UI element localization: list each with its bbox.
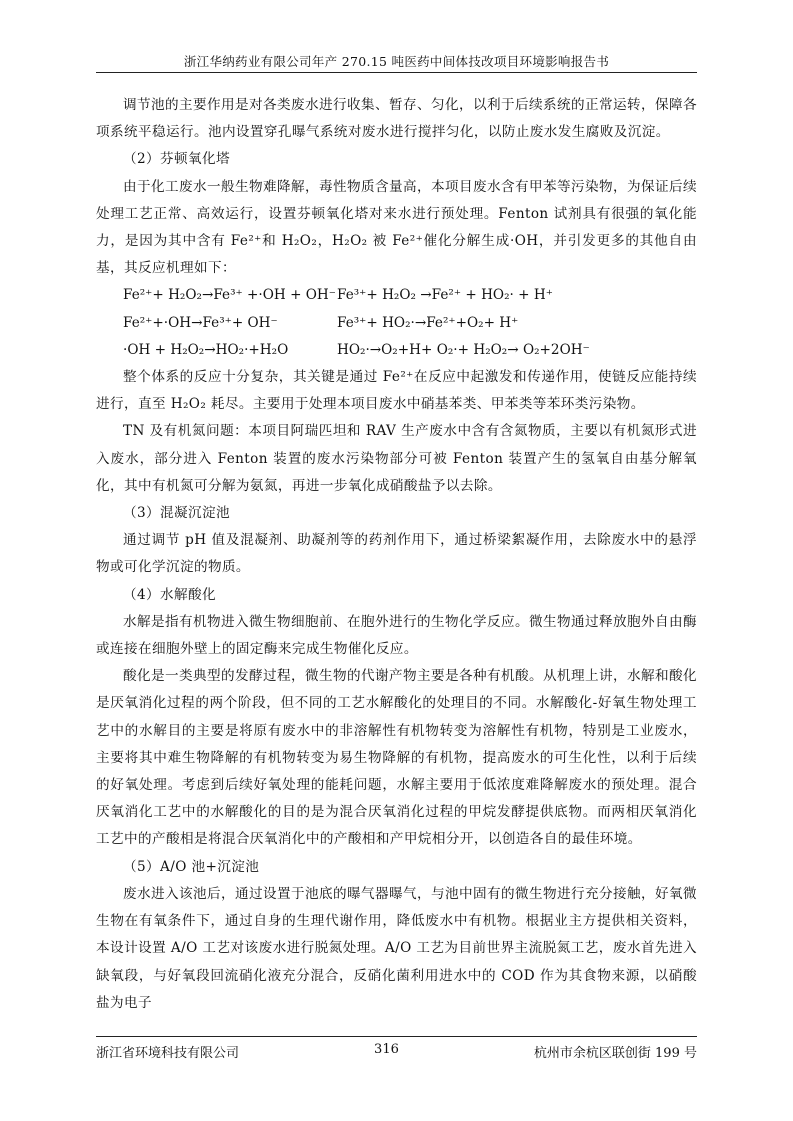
footer-divider [96,1036,697,1037]
paragraph-fenton-mechanism: 整个体系的反应十分复杂，其关键是通过 Fe²⁺在反应中起激发和传递作用，使链反应能持续进行，直至 H₂O₂ 耗尽。主要用于处理本项目废水中硝基苯类、甲苯类等苯环类污染物。 [96,369,697,413]
equation: ·OH + H₂O₂→HO₂·+H₂O [123,341,289,358]
page-footer [96,1042,697,1061]
equation: Fe³⁺+ HO₂·→Fe²⁺+O₂+ H⁺ [337,314,519,331]
section-heading-fenton: （2）芬顿氧化塔 [123,151,231,168]
equation-row [96,282,697,309]
equation: Fe³⁺+ H₂O₂ →Fe²⁺ + HO₂· + H⁺ [337,287,553,304]
equation: Fe²⁺+·OH→Fe³⁺+ OH⁻ [123,314,278,331]
footer-address: 杭州市余杭区联创街 199 号 [533,1046,697,1061]
paragraph-acidification: 酸化是一类典型的发酵过程，微生物的代谢产物主要是各种有机酸。从机理上讲，水解和酸化是厌氧消化过程的两个阶段，但不同的工艺水解酸化的处理目的不同。水解酸化-好氧生物处理工艺中的水解目的主要是将原有废水中的非溶解性有机物转变为溶解性有机物，特别是工业废水，主要将其中难生物降解的有机物转变为易生物降解的有机物，提高废水的可生化性，以利于后续的好氧处理。考虑到后续好氧处理的能耗问题，水解主要用于低浓度难降解废水的预处理。混合厌氧消化工艺中的水解酸化的目的是为混合厌氧消化过程的甲烷发酵提供底物。而两相厌氧消化工艺中的产酸相是将混合厌氧消化中的产酸相和产甲烷相分开，以创造各自的最佳环境。 [96,668,697,848]
section-heading-hydrolysis: （4）水解酸化 [123,586,217,603]
section-heading-ao-tank: （5）A/O 池+沉淀池 [123,858,260,875]
paragraph-regulating-tank: 调节池的主要作用是对各类废水进行收集、暂存、匀化，以利于后续系统的正常运转，保障各项系统平稳运行。池内设置穿孔曝气系统对废水进行搅拌匀化，以防止废水发生腐败及沉淀。 [96,97,697,141]
equation-row [96,337,697,364]
equation-row [96,310,697,337]
paragraph-organic-nitrogen: TN 及有机氮问题：本项目阿瑞匹坦和 RAV 生产废水中含有含氮物质，主要以有机氮形式进入废水，部分进入 Fenton 装置的废水污染物部分可被 Fenton 装置产生的氢氧自由基分解氧化，其中有机氮可分解为氨氮，再进一步氧化成硝酸盐予以去除。 [96,423,697,494]
paragraph-ao-process: 废水进入该池后，通过设置于池底的曝气器曝气，与池中固有的微生物进行充分接触，好氧微生物在有氧条件下，通过自身的生理代谢作用，降低废水中有机物。根据业主方提供相关资料，本设计设置 A/O 工艺对该废水进行脱氮处理。A/O 工艺为目前世界主流脱氮工艺，废水首先进入缺氧段，与好氧段回流硝化液充分混合，反硝化菌利用进水中的 COD 作为其食物来源，以硝酸盐为电子 [96,885,697,1011]
header-divider [96,72,697,73]
page-header-title: 浙江华纳药业有限公司年产 270.15 吨医药中间体技改项目环境影响报告书 [183,54,610,69]
page-number: 316 [374,1042,399,1057]
equation: Fe²⁺+ H₂O₂→Fe³⁺ +·OH + OH⁻ [123,287,336,304]
footer-company: 浙江省环境科技有限公司 [96,1046,240,1061]
page-body [96,92,697,1017]
equation: HO₂·→O₂+H+ O₂·+ H₂O₂→ O₂+2OH⁻ [337,341,590,358]
paragraph-coagulation: 通过调节 pH 值及混凝剂、助凝剂等的药剂作用下，通过桥梁絮凝作用，去除废水中的悬浮物或可化学沉淀的物质。 [96,532,697,576]
paragraph-fenton-intro: 由于化工废水一般生物难降解，毒性物质含量高，本项目废水含有甲苯等污染物，为保证后续处理工艺正常、高效运行，设置芬顿氧化塔对来水进行预处理。Fenton 试剂具有很强的氧化能力，是因为其中含有 Fe²⁺和 H₂O₂，H₂O₂ 被 Fe²⁺催化分解生成·OH，并引发更多的其他自由基，其反应机理如下： [96,178,697,277]
section-heading-coagulation: （3）混凝沉淀池 [123,505,231,522]
paragraph-hydrolysis: 水解是指有机物进入微生物细胞前、在胞外进行的生物化学反应。微生物通过释放胞外自由酶或连接在细胞外壁上的固定酶来完成生物催化反应。 [96,613,697,658]
